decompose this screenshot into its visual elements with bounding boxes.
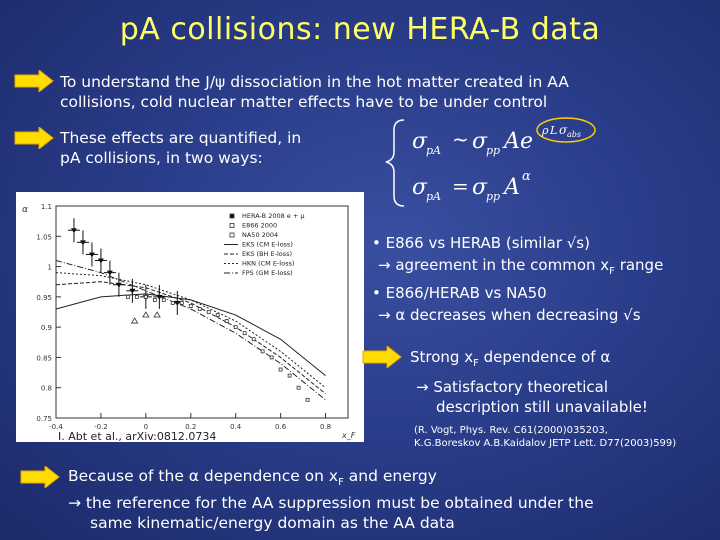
e866-data-point [261,350,264,353]
legend-entry: E866 2000 [242,221,278,230]
point-two-line1: These effects are quantified, in [60,129,302,147]
bullet-one-line1: • E866 vs HERAB (similar √s) [372,234,590,252]
e866-data-point [297,386,300,389]
legend-marker [230,224,234,228]
x-axis-label: x_F [342,431,356,440]
e866-data-point [270,356,273,359]
equals-symbol: = [452,174,469,198]
y-tick-label: 1.05 [36,233,52,242]
x-tick-label: 0.2 [185,423,197,431]
e866-data-point [279,368,282,371]
alpha-vs-xf-plot [16,192,364,442]
herab-data-point [71,228,77,233]
subscript-f: F [338,477,344,489]
e866-data-point [171,301,174,304]
e866-data-point [225,320,228,323]
legend-entry: HKN (CM E-loss) [242,259,295,268]
alpha-symbol: α [522,169,531,184]
sigma-symbol: σ [472,175,488,200]
legend-entry: HERA-B 2008 e + μ [242,212,305,220]
x-tick-label: 0.4 [230,423,242,431]
subscript-pa: pA [426,190,441,203]
e866-data-point [126,295,129,298]
point-two [60,128,301,168]
y-tick-label: 0.75 [36,415,52,423]
y-tick-label: 1.1 [40,203,52,211]
legend-marker [230,233,234,237]
e866-data-point [306,398,309,401]
legend-entry: FPS (GM E-loss) [242,269,293,277]
e866-data-point [135,295,138,298]
conclusion-line1-tail: and energy [343,467,437,485]
conclusion-line1-text: Because of the α dependence on x [68,467,339,485]
references [414,424,676,450]
bullet-two-line1: • E866/HERAB vs NA50 [372,284,547,302]
subscript-pa: pA [426,144,441,157]
rho-symbol: ρ [542,124,549,137]
y-axis-label: α [22,205,28,215]
bullet-two-line2: → α decreases when decreasing √s [378,306,641,324]
legend-entry: EKS (BH E-loss) [242,250,293,258]
y-tick-label: 1 [47,263,52,272]
subscript-f: F [473,358,479,369]
theory-curve-fps [56,261,326,400]
point-two-line2: pA collisions, in two ways: [60,149,263,167]
y-tick-label: 0.8 [40,384,52,393]
herab-data-point [89,252,95,257]
formula-block [380,116,612,208]
a-symbol: A [504,175,520,200]
bullet-one-line2-tail: range [614,256,664,274]
plot-citation: I. Abt et al., arXiv:0812.0734 [58,430,217,443]
point-one-line1: To understand the J/ψ dissociation in the hot matter created in AA [60,73,569,91]
bullet-two [372,282,641,326]
arrow-icon [14,70,54,92]
y-tick-label: 0.95 [36,293,52,302]
bullet-one-line2 [372,254,663,283]
theory-curve-hkn [56,273,326,388]
strong-dependence [410,347,610,374]
conclusion-line1 [68,466,594,493]
sigma-symbol: σ [559,123,568,137]
arrow-icon [20,466,60,488]
subscript-f: F [609,266,615,277]
bullet-one [372,232,663,283]
sigma-symbol: σ [472,129,488,154]
reference-line2: K.G.Boreskov A.B.Kaidalov JETP Lett. D77(2003)599) [414,438,677,449]
na50-data-point [132,318,138,323]
y-tick-label: 0.9 [40,324,52,333]
satisfactory-note [416,377,648,417]
e866-data-point [234,326,237,329]
legend-entry: NA50 2004 [242,231,279,239]
conclusion-line2: → the reference for the AA suppression must be obtained under the [68,494,594,513]
chart-svg [16,192,364,442]
l-symbol: L [550,124,558,137]
slide-title: pA collisions: new HERA-B data [119,12,601,47]
strong-dependence-tail: dependence of α [478,348,611,366]
x-tick-label: -0.4 [49,423,63,431]
e866-data-point [243,332,246,335]
e866-data-point [207,311,210,314]
arrow-icon [362,346,402,368]
na50-data-point [154,312,160,317]
e866-data-point [180,301,183,304]
e866-data-point [216,314,219,317]
x-tick-label: 0.6 [275,423,287,431]
na50-data-point [143,312,149,317]
sigma-symbol: σ [412,175,428,200]
bullet-one-line2-text: → agreement in the common x [378,256,610,274]
e866-data-point [252,338,255,341]
satisfactory-line2: description still unavailable! [436,398,648,416]
point-one [60,72,569,112]
conclusion-line3: same kinematic/energy domain as the AA data [90,514,455,533]
e-symbol: e [520,129,534,154]
x-tick-label: 0.8 [319,423,332,431]
subscript-pp: pp [486,190,501,203]
legend-marker [230,214,234,218]
e866-data-point [162,298,165,301]
x-tick-label: -0.2 [94,423,108,431]
x-tick-label: 0 [143,423,149,431]
satisfactory-line1: → Satisfactory theoretical [416,378,609,396]
reference-line1: (R. Vogt, Phys. Rev. C61(2000)035203, [414,425,608,436]
arrow-icon [14,127,54,149]
strong-dependence-text: Strong x [410,348,474,366]
tilde-symbol: ~ [452,127,469,151]
y-tick-label: 0.85 [36,354,52,363]
e866-data-point [144,295,147,298]
subscript-pp: pp [486,144,501,157]
conclusion [68,466,594,533]
e866-data-point [288,374,291,377]
subscript-abs: abs [567,130,581,139]
e866-data-point [189,304,192,307]
a-symbol: A [504,129,520,154]
point-one-line2: collisions, cold nuclear matter effects have to be under control [60,93,548,111]
plot-frame [56,206,348,418]
sigma-symbol: σ [412,129,428,154]
e866-data-point [153,298,156,301]
legend-entry: EKS (CM E-loss) [242,240,293,249]
e866-data-point [198,307,201,310]
herab-data-point [80,240,86,245]
